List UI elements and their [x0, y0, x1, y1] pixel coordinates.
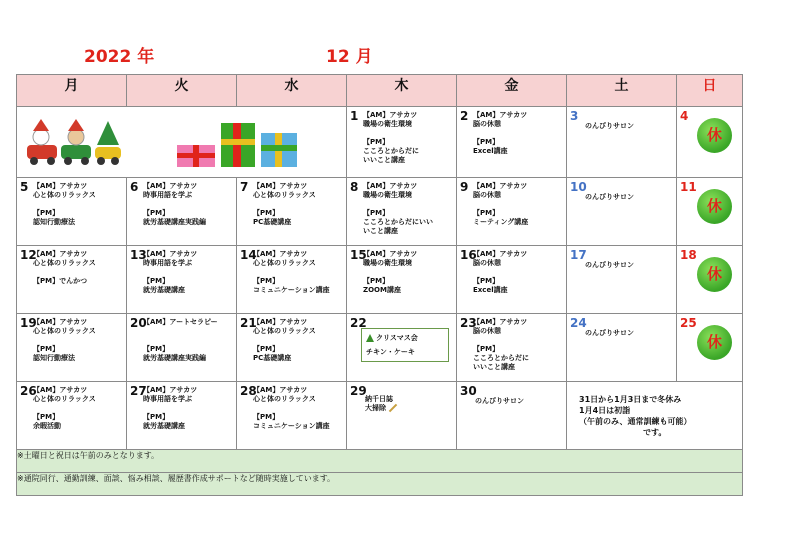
day-cell [457, 382, 567, 450]
day-cell [347, 107, 457, 178]
day-cell [567, 314, 677, 382]
day-cell [17, 178, 127, 246]
event-line: 【PM】 [33, 209, 60, 217]
event-line: 【AM】アサカツ [33, 250, 88, 258]
day-cell [457, 107, 567, 178]
event-line: 【AM】アサカツ [473, 111, 528, 119]
christmas-party-title [366, 331, 444, 345]
event-line: 職場の衛生環境 [363, 259, 412, 267]
event-line: 【AM】アサカツ [363, 182, 418, 190]
event-line: 時事用語を学ぶ [143, 191, 192, 199]
event-line: 脳の休憩 [473, 259, 501, 267]
calendar-table [16, 74, 743, 496]
day-number: 8 [350, 180, 359, 194]
gift-box-icon [175, 117, 305, 169]
event-line: 【AM】アサカツ [253, 182, 308, 190]
event-line: 【PM】 [363, 277, 390, 285]
event-line: 【AM】アサカツ [143, 182, 198, 190]
event-line [473, 268, 527, 277]
christmas-party-box [361, 328, 449, 362]
event-line: 納千日誌 [365, 395, 393, 403]
tree-icon [366, 334, 374, 342]
event-line: 【AM】アサカツ [253, 386, 308, 394]
note-support: ※通院同行、通勤訓練、面談、悩み相談、履歴書作成サポートなど随時実施しています。 [17, 473, 743, 496]
event-line: 就労基礎講座 [143, 422, 185, 430]
event-line [143, 336, 218, 345]
event-line [253, 336, 316, 345]
day-cell [347, 178, 457, 246]
day-cell [347, 314, 457, 382]
event-list [253, 182, 316, 227]
event-list [365, 386, 398, 413]
day-cell [567, 107, 677, 178]
salon-event: のんびりサロン [585, 122, 634, 130]
event-line: ミーティング講座 [473, 218, 529, 226]
event-line: 脳の休憩 [473, 191, 501, 199]
event-line: 【PM】 [363, 209, 390, 217]
day-number: 12 [20, 248, 37, 262]
year-end-notice [579, 394, 691, 438]
event-line [253, 200, 316, 209]
event-line: 【PM】 [473, 345, 500, 353]
day-cell [347, 246, 457, 314]
event-line [363, 268, 417, 277]
event-line: 就労基礎講座実践編 [143, 354, 206, 362]
week-row [17, 107, 743, 178]
event-line: PC基礎講座 [253, 218, 292, 226]
day-cell [127, 178, 237, 246]
day-cell [237, 178, 347, 246]
event-line: 心と体のリラックス [33, 327, 96, 335]
year-end-notice-cell [567, 382, 743, 450]
event-line: 【AM】アサカツ [143, 250, 198, 258]
weekday-header-row [17, 75, 743, 107]
event-line: 【PM】 [143, 209, 170, 217]
weekday-mon: 月 [17, 75, 127, 107]
day-number: 9 [460, 180, 469, 194]
event-line: 【PM】 [143, 277, 170, 285]
salon-event: のんびりサロン [585, 329, 634, 337]
weekday-tue: 火 [127, 75, 237, 107]
day-number: 6 [130, 180, 139, 194]
event-line: 【PM】 [33, 345, 60, 353]
day-cell [677, 314, 743, 382]
event-line: 心と体のリラックス [253, 191, 316, 199]
notice-line: です。 [579, 428, 667, 437]
day-number: 18 [680, 248, 697, 262]
day-number: 11 [680, 180, 697, 194]
event-line: 就労基礎講座実践編 [143, 218, 206, 226]
event-line [33, 268, 96, 277]
day-number: 4 [680, 109, 689, 123]
day-cell [347, 382, 457, 450]
day-number: 24 [570, 316, 587, 330]
event-line [33, 200, 96, 209]
event-line [143, 404, 197, 413]
event-list [143, 250, 197, 295]
day-number: 7 [240, 180, 249, 194]
day-number: 22 [350, 316, 367, 330]
event-line: 【AM】アサカツ [473, 250, 528, 258]
decoration-cell [17, 107, 347, 178]
event-list [363, 182, 433, 236]
event-line: 【AM】アサカツ [473, 318, 528, 326]
day-number: 14 [240, 248, 257, 262]
day-number: 3 [570, 109, 579, 123]
day-cell [237, 246, 347, 314]
event-list [473, 318, 529, 372]
salon-event: のんびりサロン [585, 261, 634, 269]
event-line: 【PM】 [253, 345, 280, 353]
christmas-party-menu: チキン・ケーキ [366, 348, 415, 356]
event-line [363, 129, 419, 138]
event-line: 【PM】 [143, 413, 170, 421]
holiday-badge: 休 [697, 257, 732, 292]
event-line: 【PM】 [363, 138, 390, 146]
year-title: 2022 年 [84, 47, 155, 67]
event-line: 脳の休憩 [473, 327, 501, 335]
event-line: コミュニケーション講座 [253, 286, 330, 294]
day-cell [127, 246, 237, 314]
event-line: 【AM】アートセラピー [143, 318, 218, 326]
event-list [473, 182, 528, 227]
event-line: 心と体のリラックス [33, 191, 96, 199]
event-line [365, 386, 398, 395]
event-line: 【PM】 [33, 413, 60, 421]
day-cell [237, 382, 347, 450]
salon-event: のんびりサロン [585, 193, 634, 201]
week-row [17, 246, 743, 314]
event-list [363, 111, 419, 165]
event-line: ZOOM講座 [363, 286, 401, 294]
event-line [363, 200, 433, 209]
event-line: 大掃除 [365, 404, 398, 413]
day-number: 29 [350, 384, 367, 398]
day-cell [17, 246, 127, 314]
event-line: いいこと講座 [473, 363, 515, 371]
notice-line: （午前のみ、通常訓練も可能） [579, 417, 692, 426]
event-line: 心と体のリラックス [33, 259, 96, 267]
day-number: 26 [20, 384, 37, 398]
weekday-thu: 木 [347, 75, 457, 107]
event-line: 【PM】 [473, 209, 500, 217]
event-line: 認知行動療法 [33, 354, 75, 362]
day-number: 27 [130, 384, 147, 398]
holiday-badge: 休 [697, 325, 732, 360]
event-line: PC基礎講座 [253, 354, 292, 362]
event-list [33, 250, 96, 286]
event-list [473, 250, 527, 295]
event-line: 【PM】でんかつ [33, 277, 88, 285]
event-line: 【AM】アサカツ [363, 250, 418, 258]
event-list [253, 318, 316, 363]
event-line: 【PM】 [473, 138, 500, 146]
event-line: 【AM】アサカツ [33, 386, 88, 394]
day-number: 30 [460, 384, 477, 398]
day-number: 5 [20, 180, 29, 194]
event-line: 就労基礎講座 [143, 286, 185, 294]
event-line [473, 129, 527, 138]
event-line: 心と体のリラックス [33, 395, 96, 403]
weekday-fri: 金 [457, 75, 567, 107]
week-row [17, 382, 743, 450]
event-line: 心と体のリラックス [253, 395, 316, 403]
event-line: 心と体のリラックス [253, 327, 316, 335]
week-row [17, 314, 743, 382]
day-number: 16 [460, 248, 477, 262]
event-line: 【PM】 [253, 209, 280, 217]
event-line: 職場の衛生環境 [363, 120, 412, 128]
day-number: 17 [570, 248, 587, 262]
holiday-badge: 休 [697, 189, 732, 224]
event-line: 時事用語を学ぶ [143, 259, 192, 267]
event-list [33, 182, 96, 227]
day-number: 15 [350, 248, 367, 262]
event-line: 【AM】アサカツ [253, 318, 308, 326]
note-saturday: ※土曜日と祝日は午前のみとなります。 [17, 450, 743, 473]
event-line [473, 336, 529, 345]
event-list [473, 111, 527, 156]
event-line: 【AM】アサカツ [363, 111, 418, 119]
salon-event: のんびりサロン [475, 397, 524, 405]
christmas-party-label: クリスマス会 [376, 334, 418, 342]
holiday-badge: 休 [697, 118, 732, 153]
event-line: 【AM】アサカツ [253, 250, 308, 258]
day-cell [457, 246, 567, 314]
broom-icon [389, 404, 397, 412]
snowman-car-icon [25, 117, 125, 167]
week-row [17, 178, 743, 246]
event-list [253, 250, 330, 295]
event-line [253, 268, 330, 277]
day-cell [17, 382, 127, 450]
day-cell [677, 246, 743, 314]
weekday-sat: 土 [567, 75, 677, 107]
event-line: 【PM】 [253, 413, 280, 421]
event-line: 【PM】 [253, 277, 280, 285]
day-number: 1 [350, 109, 359, 123]
day-cell [567, 246, 677, 314]
event-line: いこと講座 [363, 227, 398, 235]
event-line: 心と体のリラックス [253, 259, 316, 267]
month-title: 12 月 [326, 47, 373, 67]
event-list [363, 250, 417, 295]
day-number: 23 [460, 316, 477, 330]
event-line: 【AM】アサカツ [473, 182, 528, 190]
event-line: 脳の休憩 [473, 120, 501, 128]
event-line [33, 336, 96, 345]
event-line: 職場の衛生環境 [363, 191, 412, 199]
event-list [253, 386, 330, 431]
event-line [143, 327, 218, 336]
day-number: 20 [130, 316, 147, 330]
event-list [143, 318, 218, 363]
event-list [143, 182, 206, 227]
day-number: 10 [570, 180, 587, 194]
day-number: 2 [460, 109, 469, 123]
event-line: Excel講座 [473, 147, 508, 155]
day-cell [567, 178, 677, 246]
weekday-wed: 水 [237, 75, 347, 107]
day-cell [677, 178, 743, 246]
event-line: コミュニケーション講座 [253, 422, 330, 430]
event-line [143, 268, 197, 277]
event-line: 時事用語を学ぶ [143, 395, 192, 403]
day-cell [127, 382, 237, 450]
event-line: 余暇活動 [33, 422, 61, 430]
event-list [33, 318, 96, 363]
day-cell [237, 314, 347, 382]
day-number: 21 [240, 316, 257, 330]
event-line [253, 404, 330, 413]
event-line: 【AM】アサカツ [33, 318, 88, 326]
notice-line: 1月4日は初詣 [579, 406, 631, 415]
day-number: 19 [20, 316, 37, 330]
event-line [473, 200, 528, 209]
event-line: こころとからだにいい [363, 218, 433, 226]
event-list [143, 386, 197, 431]
event-line: Excel講座 [473, 286, 508, 294]
day-cell [17, 314, 127, 382]
day-cell [457, 178, 567, 246]
event-line: いいこと講座 [363, 156, 405, 164]
day-number: 25 [680, 316, 697, 330]
notice-line: 31日から1月3日まで冬休み [579, 395, 682, 404]
day-cell [677, 107, 743, 178]
event-line: 【AM】アサカツ [143, 386, 198, 394]
event-line: 認知行動療法 [33, 218, 75, 226]
event-line: 【PM】 [143, 345, 170, 353]
event-line [33, 404, 96, 413]
event-line: こころとからだに [473, 354, 529, 362]
day-cell [127, 314, 237, 382]
weekday-sun: 日 [677, 75, 743, 107]
day-cell [457, 314, 567, 382]
day-number: 13 [130, 248, 147, 262]
event-line [143, 200, 206, 209]
event-line: こころとからだに [363, 147, 419, 155]
event-line: 【PM】 [473, 277, 500, 285]
event-line: 【AM】アサカツ [33, 182, 88, 190]
day-number: 28 [240, 384, 257, 398]
event-list [33, 386, 96, 431]
